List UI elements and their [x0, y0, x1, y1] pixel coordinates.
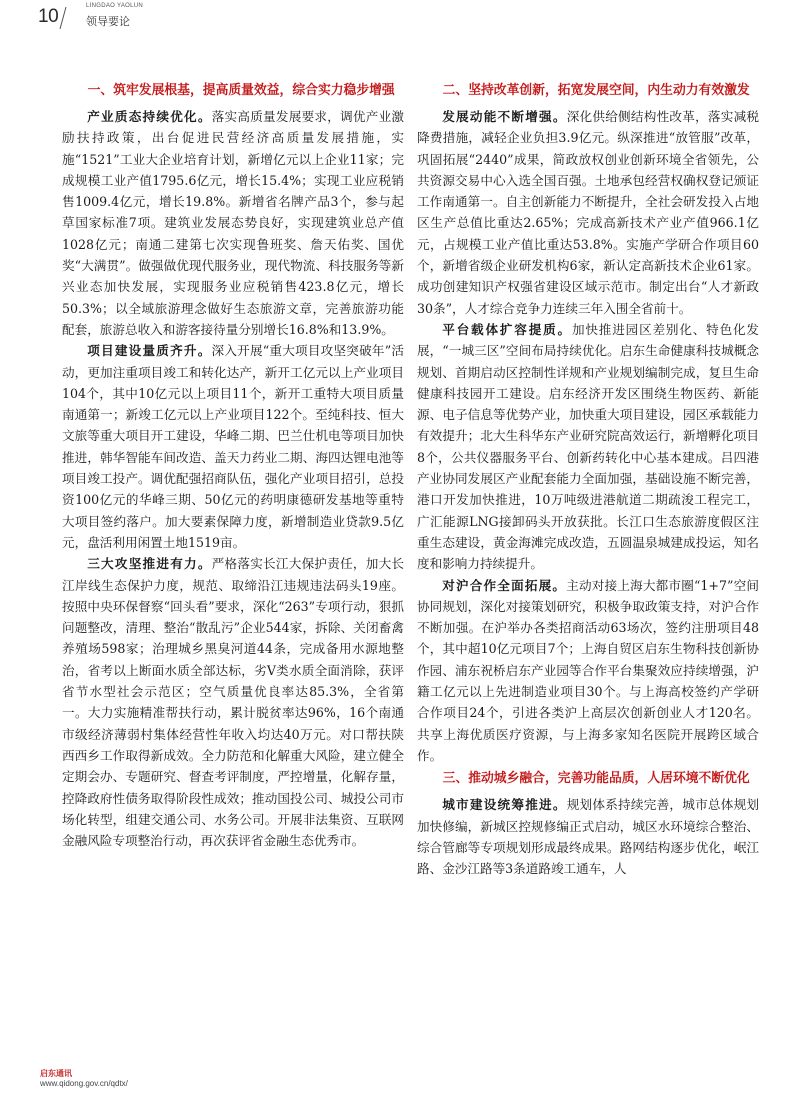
paragraph-text: 规划体系持续完善，城市总体规划加快修编，新城区控规修编正式启动，城区水环境综合整治、综合管廊等专项规划形成最终成果。路网结构逐步优化，岷江路、金沙江路等3条道路竣工通车，人 — [417, 797, 760, 877]
left-column — [62, 78, 404, 851]
paragraph-momentum — [417, 106, 759, 319]
paragraph-lead: 城市建设统筹推进。 — [442, 797, 567, 813]
section-heading-1: 一、筑牢发展根基，提高质量效益，综合实力稳步增强 — [87, 83, 395, 98]
page-header — [0, 0, 800, 40]
right-column — [417, 78, 759, 879]
paragraph-shanghai-cooperation — [417, 575, 759, 767]
paragraph-lead: 平台载体扩容提质。 — [442, 321, 572, 337]
paragraph-text: 严格落实长江大保护责任，加大长江岸线生态保护力度，规范、取缔沿江违规违法码头19座。按照中央环保督察“回头看”要求，深化“263”专项行动，狠抓问题整改，清理、整治“散乱污”企业544家，拆除、关闭畜禽养殖场598家；治理城乡黑臭河道44条，完成备用水源地整治，省考以上断面水质全部达标，劣V类水质全面消除，获评省节水型社会示范区；空气质量优良率达85.3%，全省第一。大力实施精准帮扶行动，累计脱贫率达96%，16个南通市级经济薄弱村集体经营性年收入均达40万元。对口帮扶陕西西乡工作取得新成效。全力防范和化解重大风险，建立健全定期会办、专题研究、督查考评制度，严控增量，化解存量，控降政府性债务取得阶段性成效；推动国投公司、城投公司市场化转型，组建交通公司、水务公司。开展非法集资、互联网金融风险专项整治行动，再次获评省金融生态优秀市。 — [62, 556, 405, 849]
paragraph-city-construction — [417, 794, 759, 879]
paragraph-text: 深化供给侧结构性改革，落实减税降费措施，减轻企业负担3.9亿元。纵深推进“放管服”改革，巩固拓展“2440”成果，简政放权创业创新环境全省领先，公共资源交易中心入选全国百强。土地承包经营权确权登记颁证工作南通第一。自主创新能力不断提升，全社会研发投入占地区生产总值比重达2.65%；完成高新技术产业产值966.1亿元，占规模工业产值比重达53.8%。实施产学研合作项目60个，新增省级企业研发机构6家，新认定高新技术企业61家。成功创建知识产权强省建设区域示范市。制定出台“人才新政30条”，人才综合竞争力连续三年入围全省前十。 — [417, 109, 760, 316]
column-pinyin: LINGDAO YAOLUN — [86, 3, 143, 9]
paragraph-industry — [62, 106, 404, 340]
section-heading-2: 二、坚持改革创新，拓宽发展空间，内生动力有效激发 — [442, 83, 750, 98]
section-heading-3: 三、推动城乡融合，完善功能品质，人居环境不断优化 — [442, 771, 750, 787]
paragraph-text: 主动对接上海大都市圈“1+7”空间协同规划，深化对接策划研究，积极争取政策支持，对沪合作不断加强。在沪举办各类招商活动63场次，签约注册项目48个，其中超10亿元项目7个；上海自贸区启东生物科技创新协作园、浦东祝桥启东产业园等合作平台集聚效应持续增强，沪籍工亿元以上先进制造业项目30个。与上海高校签约产学研合作项目24个，引进各类沪上高层次创新创业人才120名。共享上海优质医疗资源，与上海多家知名医院开展跨区域合作。 — [417, 577, 759, 763]
paragraph-three-battles — [62, 553, 404, 851]
paragraph-text: 落实高质量发展要求，调优产业激励扶持政策，出台促进民营经济高质量发展措施，实施“1521”工业大企业培育计划，新增亿元以上企业11家；完成规模工业产值1795.6亿元，增长15.4%；实现工业应税销售1009.4亿元，增长19.8%。新增省名牌产品3个，参与起草国家标准7项。建筑业发展态势良好，实现建筑业总产值1028亿元；南通二建第七次实现鲁班奖、詹天佑奖、国优奖“大满贯”。做强做优现代服务业，现代物流、科技服务等新兴业态加快发展，实现服务业应税销售423.8亿元，增长50.3%；以全域旅游理念做好生态旅游文章，完善旅游功能配套，旅游总收入和游客接待量分别增长16.8%和13.9%。 — [62, 109, 405, 337]
paragraph-projects — [62, 340, 404, 553]
page-number: 10 — [38, 6, 59, 27]
paragraph-text: 深入开展“重大项目攻坚突破年”活动，更加注重项目竣工和转化达产，新开工亿元以上产业项目104个，其中10亿元以上项目11个，新开工重特大项目质量南通第一；新竣工亿元以上产业项目122个。至纯科技、恒大文旅等重大项目开工建设，华峰二期、巴兰仕机电等项目加快推进，韩华智能车间改造、盖天力药业二期、海四达锂电池等项目竣工投产。调优配强招商队伍，强化产业项目招引，总投资100亿元的华峰三期、50亿元的药明康德研发基地等重特大项目签约落户。加大要素保障力度，新增制造业贷款9.5亿元，盘活利用闲置土地1519亩。 — [62, 343, 404, 550]
footer-url[interactable]: www.qidong.gov.cn/qdtx/ — [40, 1079, 128, 1088]
paragraph-lead: 对沪合作全面拓展。 — [442, 577, 567, 593]
footer-brand: 启东通讯 — [40, 1069, 72, 1078]
paragraph-lead: 三大攻坚推进有力。 — [87, 556, 212, 572]
column-name: 领导要论 — [86, 15, 130, 28]
paragraph-lead: 发展动能不断增强。 — [442, 109, 567, 124]
paragraph-lead: 产业质态持续优化。 — [87, 109, 212, 124]
slash-divider-icon — [59, 6, 67, 30]
paragraph-platforms — [417, 319, 759, 575]
paragraph-lead: 项目建设量质齐升。 — [87, 343, 212, 359]
paragraph-text: 加快推进园区差别化、特色化发展，“一城三区”空间布局持续优化。启东生命健康科技城概念规划、首期启动区控制性详规和产业规划编制完成，复旦生命健康科技园开工建设。启东经济开发区围绕生物医药、新能源、电子信息等优势产业，加快重大项目建设，园区承载能力有效提升；北大生科华东产业研究院高效运行，新增孵化项目8个，公共仪器服务平台、创新药转化中心基本建成。吕四港产业协同发展区产业配套能力全面加强，基础设施不断完善，港口开发加快推进，10万吨级进港航道二期疏浚工程完工，广汇能源LNG接卸码头开放获批。长江口生态旅游度假区注重生态建设，黄金海滩完成改造，五圆温泉城建成投运，知名度和影响力持续提升。 — [417, 321, 760, 572]
